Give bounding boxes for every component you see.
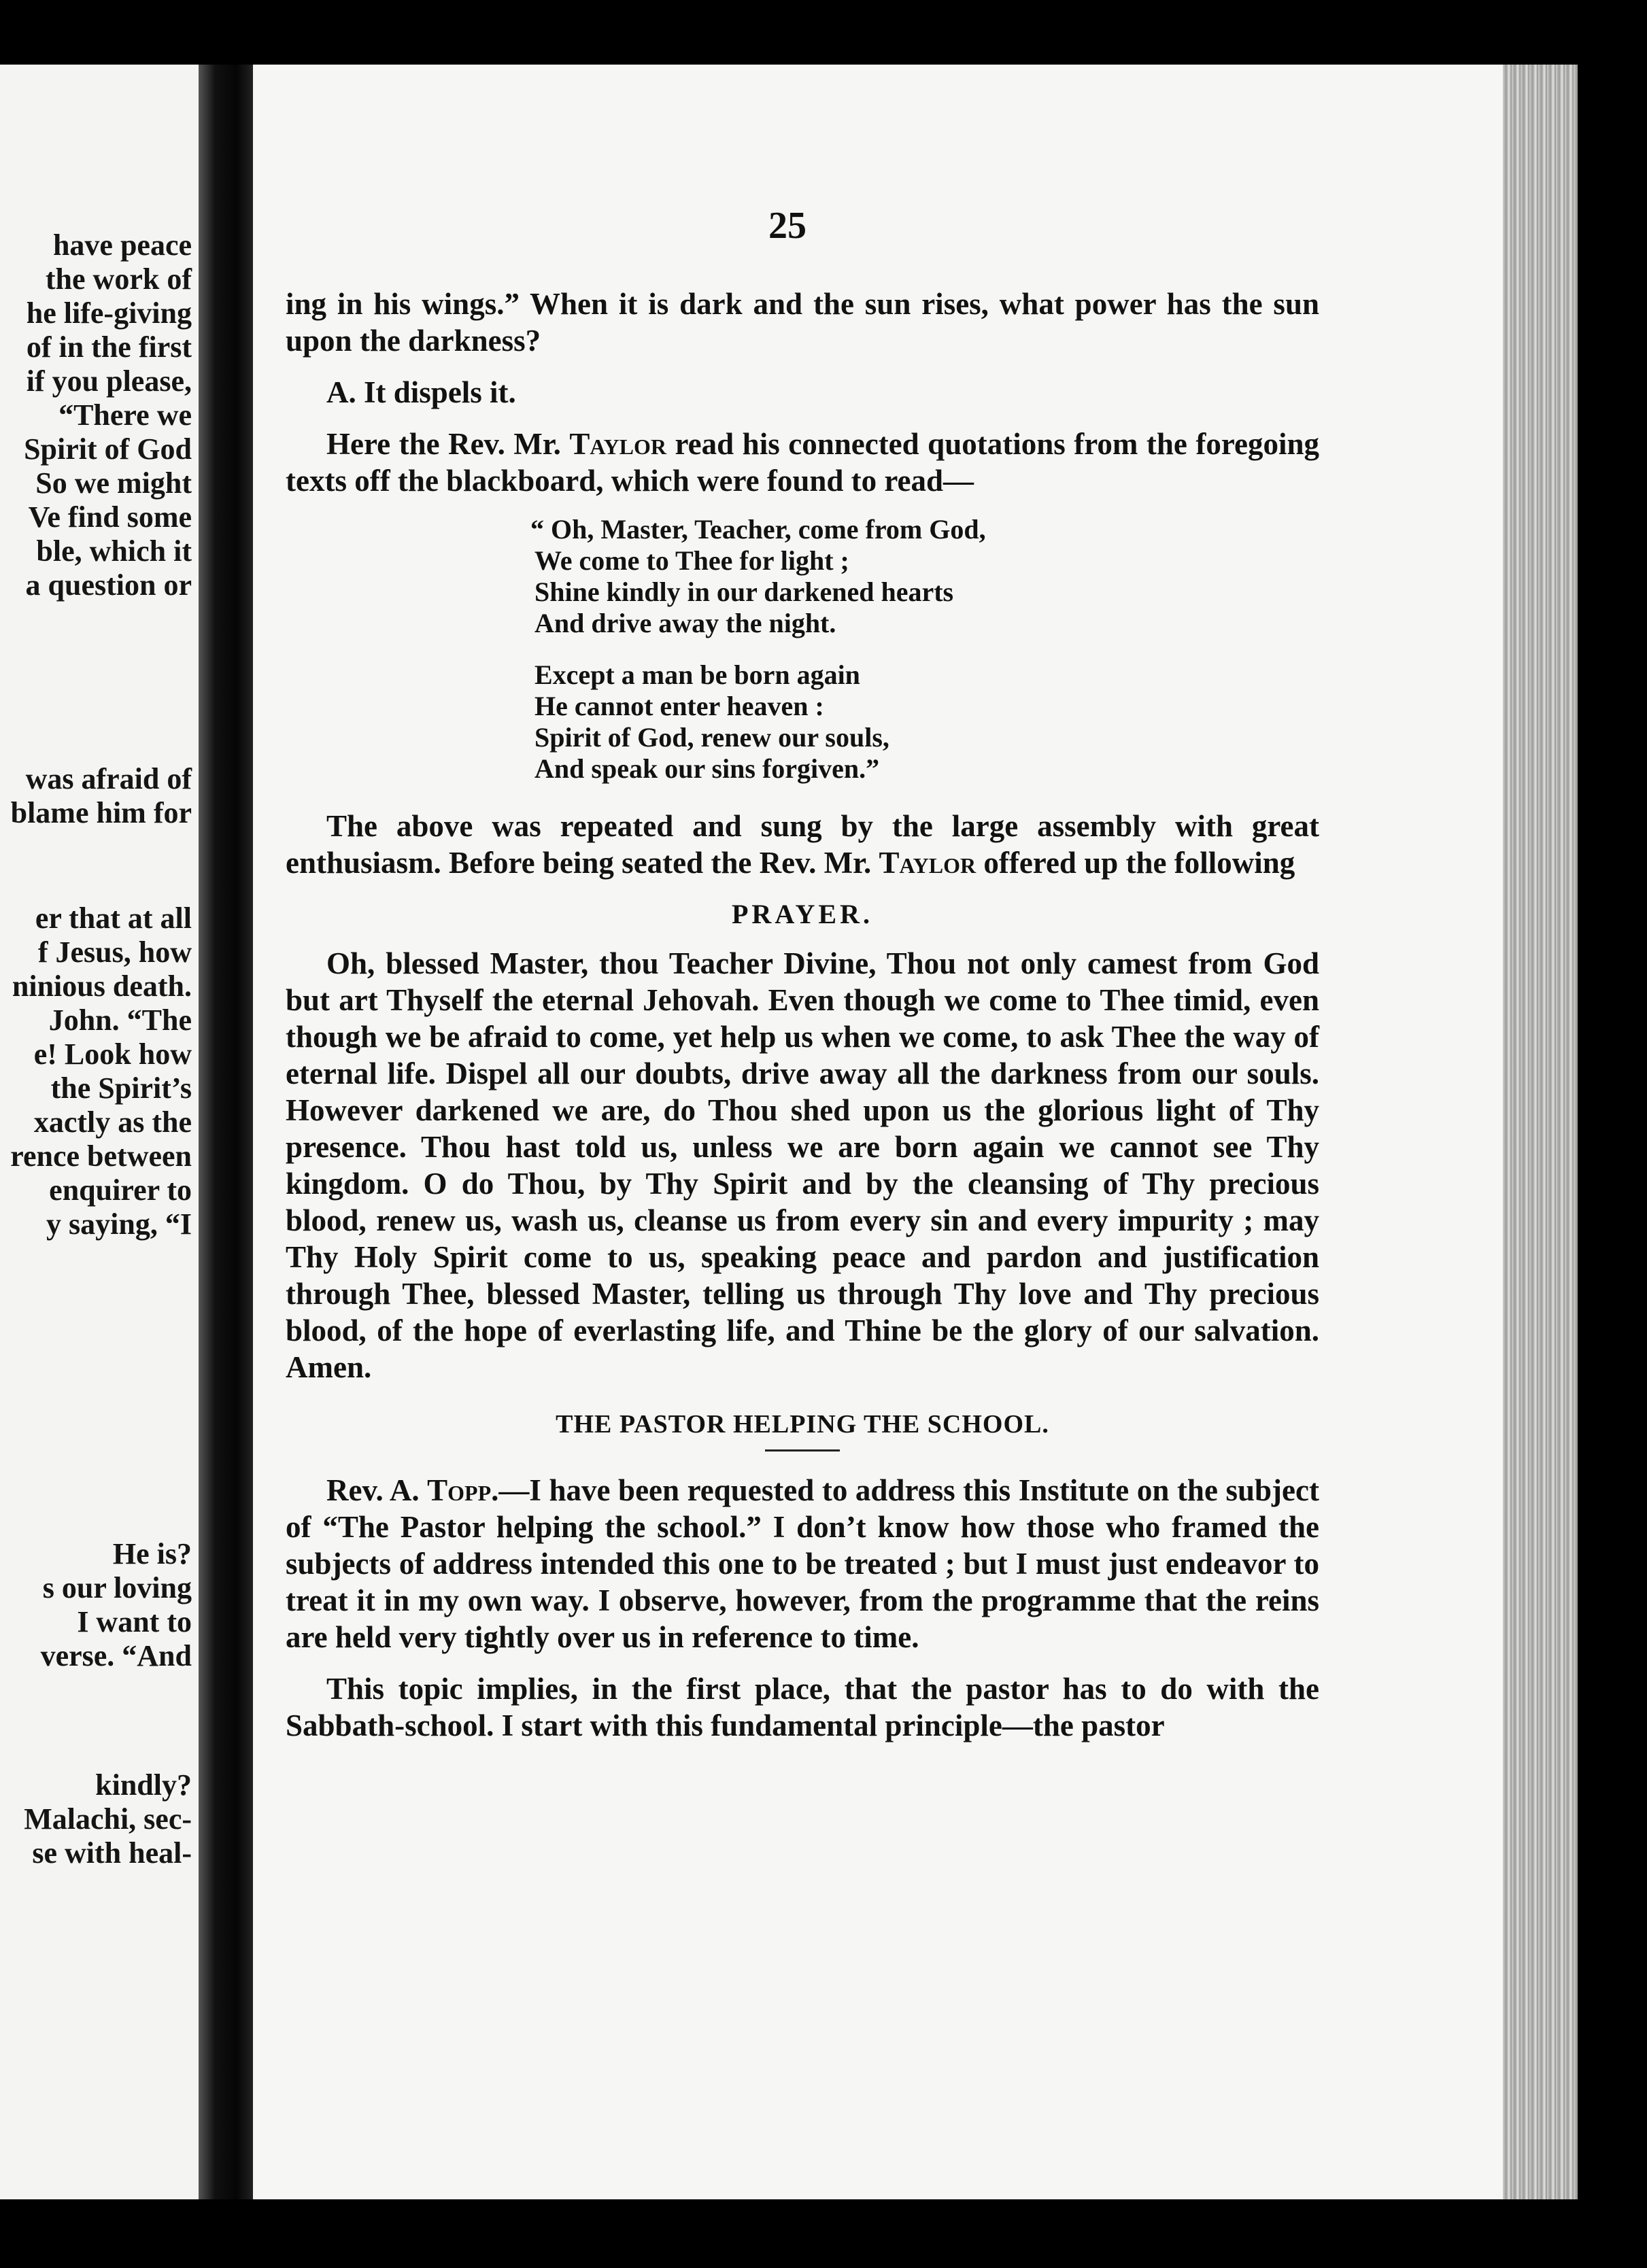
paragraph-continuation: ing in his wings.” When it is dark and the sun rises, what power has the sun upon the darkness? — [286, 287, 1319, 358]
hymn-stanza-1 — [530, 514, 1319, 639]
left-page-line: a question or — [25, 568, 192, 602]
hymn-line: “ Oh, Master, Teacher, come from God, — [530, 514, 986, 545]
left-page-line: s our loving — [42, 1571, 192, 1604]
left-page-line: ninious death. — [12, 969, 192, 1003]
paragraph-assembly: The above was repeated and sung by the large assembly with great enthusiasm. Before being seated the Rev. Mr. Taylor offered up the following — [286, 809, 1319, 880]
left-page-line: have peace — [52, 228, 192, 262]
left-page-line: John. “The — [48, 1003, 192, 1037]
page-number: 25 — [768, 205, 806, 247]
left-page-line: he life-giving — [26, 296, 192, 330]
left-page-line: er that at all — [35, 901, 192, 935]
left-page-line: verse. “And — [40, 1639, 192, 1672]
speaker-name: Taylor — [879, 846, 977, 880]
paragraph-taylor-quotations: Here the Rev. Mr. Taylor read his connected quotations from the foregoing texts off the blackboard, which were found to read— — [286, 427, 1319, 498]
left-page-line: of in the first — [26, 330, 192, 364]
page-edges — [1503, 65, 1578, 2199]
left-page-line: ble, which it — [36, 534, 192, 568]
hymn-line: And speak our sins forgiven.” — [534, 753, 880, 784]
left-page-line: xactly as the — [33, 1105, 192, 1139]
prayer-text: Oh, blessed Master, thou Teacher Divine, Thou not only camest from God but art Thyself the eternal Jehovah. Even though we come to Thee timid, even though we be afraid to come, yet help us when we come, to ask Thee the way of eternal life. Dispel all our doubts, drive away all the darkness from our souls. However darkened we are, do Thou shed upon us the glorious light of Thy presence. Thou hast told us, unless we are born again we cannot see Thy kingdom. O do Thou, by Thy Spirit and by the cleansing of Thy precious blood, renew us, wash us, cleanse us from every sin and every impurity ; may Thy Holy Spirit come to us, speaking peace and pardon and justification through Thee, blessed Master, telling us through Thy love and Thy precious blood, of the hope of everlasting life, and Thine be the glory of our salvation. Amen. — [286, 946, 1319, 1384]
paragraph-todd-address: Rev. A. Topp.—I have been requested to address this Institute on the subject of “The Pastor helping the school.” I don’t know how those who framed the subjects of address intended this one to be treated ; but I must just endeavor to treat it in my own way. I observe, however, from the programme that the reins are held very tightly over us in reference to time. — [286, 1473, 1319, 1654]
paragraph-answer: A. It dispels it. — [326, 375, 516, 409]
left-facing-page — [0, 65, 199, 2199]
left-page-line: “There we — [58, 398, 192, 432]
left-page-line: kindly? — [95, 1768, 192, 1802]
hymn-line: We come to Thee for light ; — [534, 545, 849, 576]
left-page-line: y saying, “I — [46, 1207, 192, 1241]
hymn-verse — [530, 514, 1319, 785]
left-page-line: Spirit of God — [24, 432, 192, 466]
left-page-line: e! Look how — [33, 1037, 192, 1071]
left-page-line: I want to — [77, 1605, 192, 1638]
speaker-name: Taylor — [569, 427, 667, 461]
section-heading: THE PASTOR HELPING THE SCHOOL. — [556, 1410, 1049, 1439]
left-page-line: blame him for — [10, 796, 192, 829]
speaker-name: Topp — [427, 1473, 492, 1507]
prayer-heading: PRAYER. — [732, 899, 873, 929]
left-page-line: Ve find some — [28, 500, 192, 534]
left-page-line: He is? — [112, 1537, 192, 1570]
left-page-line: f Jesus, how — [37, 935, 192, 969]
left-page-line: se with heal- — [32, 1836, 192, 1870]
left-page-line: enquirer to — [49, 1173, 192, 1207]
section-rule — [765, 1449, 840, 1451]
left-page-line: the work of — [45, 262, 192, 296]
hymn-line: He cannot enter heaven : — [534, 691, 824, 721]
page-body — [286, 286, 1319, 1759]
left-page-line: rence between — [10, 1139, 192, 1173]
hymn-line: Spirit of God, renew our souls, — [534, 722, 889, 753]
left-page-line: Malachi, sec- — [24, 1802, 192, 1836]
book-gutter — [199, 65, 253, 2199]
hymn-line: Shine kindly in our darkened hearts — [534, 577, 954, 607]
left-page-line: if you please, — [26, 364, 192, 398]
left-page-line: was afraid of — [25, 762, 192, 795]
hymn-stanza-2 — [530, 659, 1319, 785]
left-page-line: the Spirit’s — [50, 1071, 192, 1105]
left-page-line: So we might — [35, 466, 192, 500]
hymn-line: Except a man be born again — [534, 659, 860, 690]
hymn-line: And drive away the night. — [534, 608, 836, 638]
paragraph-topic: This topic implies, in the first place, that the pastor has to do with the Sabbath-school. I start with this fundamental principle—the pastor — [286, 1672, 1319, 1742]
